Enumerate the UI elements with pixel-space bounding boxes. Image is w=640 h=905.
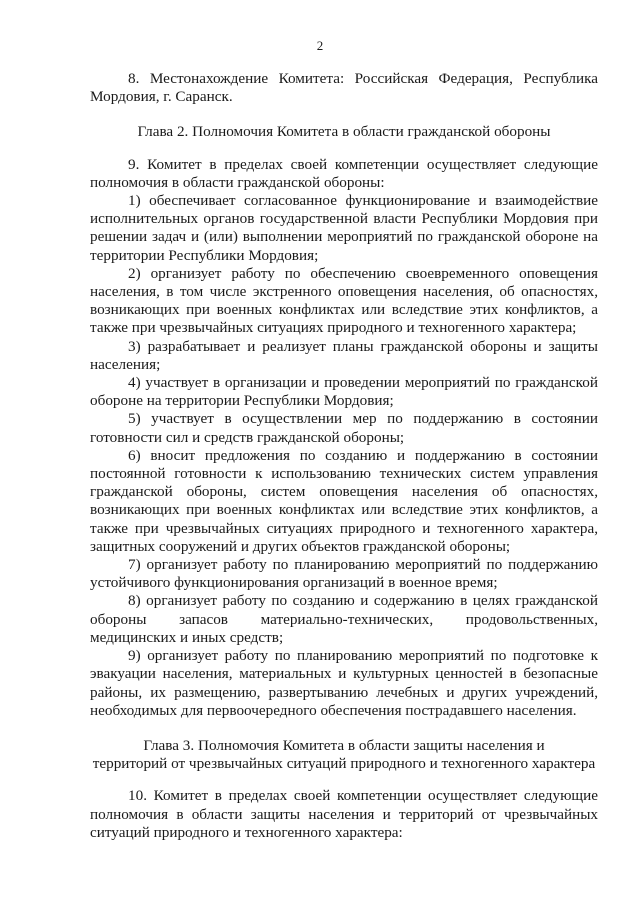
- page-number: 2: [316, 38, 324, 53]
- paragraph-10: 10. Комитет в пределах своей компетенции осуществляет следующие полномочия в области защиты населения и территорий от чрезвычайных ситуаций природного и техногенного характера:: [90, 787, 598, 841]
- document-body: [90, 70, 598, 842]
- chapter-2-heading: Глава 2. Полномочия Комитета в области гражданской обороны: [137, 123, 551, 141]
- list-item-8: 8) организует работу по созданию и содержанию в целях гражданской обороны запасов материально-технических, продовольственных, медицинских и иных средств;: [90, 592, 598, 646]
- paragraph-location: 8. Местонахождение Комитета: Российская Федерация, Республика Мордовия, г. Саранск.: [90, 70, 598, 106]
- list-item-9: 9) организует работу по планированию мероприятий по подготовке к эвакуации населения, материальных и культурных ценностей в безопасные районы, их размещению, развертыванию лечебных и других учреждений, необходимых для первоочередного обеспечения пострадавшего населения.: [90, 647, 598, 719]
- list-item-6: 6) вносит предложения по созданию и поддержанию в состоянии постоянной готовности к использованию технических систем управления гражданской обороны, систем оповещения населения об опасностях, возникающих при военных конфликтах или вследствие этих конфликтов, а также при чрезвычайных ситуациях природного и техногенного характера, защитных сооружений и других объектов гражданской обороны;: [90, 446, 598, 555]
- list-item-1: 1) обеспечивает согласованное функционирование и взаимодействие исполнительных органов государственной власти Республики Мордовия при решении задач и (или) выполнении мероприятий по гражданской обороне на территории Республики Мордовия;: [90, 192, 598, 264]
- chapter-3-heading-line-2: территорий от чрезвычайных ситуаций природного и техногенного характера: [92, 755, 596, 773]
- chapter-3-heading-line-1: Глава 3. Полномочия Комитета в области защиты населения и: [143, 736, 545, 754]
- list-item-3: 3) разрабатывает и реализует планы гражданской обороны и защиты населения;: [90, 337, 598, 373]
- paragraph-9: 9. Комитет в пределах своей компетенции осуществляет следующие полномочия в области гражданской обороны:: [90, 155, 598, 191]
- list-item-4: 4) участвует в организации и проведении мероприятий по гражданской обороне на территории Республики Мордовия;: [90, 374, 598, 410]
- list-item-5: 5) участвует в осуществлении мер по поддержанию в состоянии готовности сил и средств гражданской обороны;: [90, 410, 598, 446]
- list-item-7: 7) организует работу по планированию мероприятий по поддержанию устойчивого функционирования организаций в военное время;: [90, 556, 598, 592]
- list-item-2: 2) организует работу по обеспечению своевременного оповещения населения, в том числе экстренного оповещения населения, об опасностях, возникающих при военных конфликтах или вследствие этих конфликтов, а также при чрезвычайных ситуациях природного и техногенного характера;: [90, 264, 598, 337]
